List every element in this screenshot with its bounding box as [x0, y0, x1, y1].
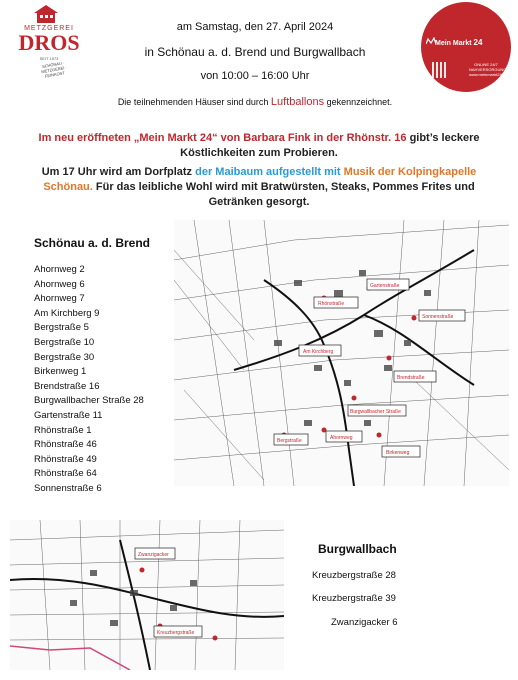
street-item: Rhönstraße 46: [34, 439, 97, 451]
street-item: Sonnenstraße 6: [34, 482, 102, 494]
market-paragraph-text: Im neu eröffneten „Mein Markt 24“ von Barbara Fink in der Rhönstr. 16: [38, 132, 410, 144]
schoenau-title: Schönau a. d. Brend: [34, 236, 151, 250]
street-item: Rhönstraße 64: [34, 468, 97, 480]
street-item: Burgwallbacher Straße 28: [34, 395, 144, 407]
map-label-zwanzigacker: Zwanzigacker: [138, 552, 169, 558]
schoenau-street-list: [34, 263, 144, 497]
logo-tagline: SCHÖNAU · METZGEREI · FEINKOST: [40, 60, 68, 79]
burgwallbach-street-3: Zwanzigacker 6: [331, 617, 398, 628]
street-item: Bergstraße 5: [34, 322, 89, 334]
logo-name: DROS: [18, 30, 80, 55]
street-item: Bergstraße 30: [34, 351, 95, 363]
map-label-brendstrasse: Brendstraße: [397, 375, 425, 381]
street-item: Birkenweg 1: [34, 366, 87, 378]
street-item: Rhönstraße 1: [34, 424, 92, 436]
street-item: Rhönstraße 49: [34, 453, 97, 465]
qr-code-icon: [432, 62, 448, 78]
metzgerei-dros-logo: [10, 4, 88, 90]
house-icon: [32, 4, 60, 24]
balloon-note-pre: Die teilnehmenden Häuser sind durch: [117, 97, 271, 107]
burgwallbach-title: Burgwallbach: [318, 542, 397, 556]
maibaum-a: Um 17 Uhr wird am Dorfplatz: [41, 166, 196, 178]
street-item: Gartenstraße 11: [34, 409, 103, 421]
burgwallbach-map: [10, 520, 284, 670]
burgwallbach-street-1: Kreuzbergstraße 28: [312, 570, 396, 581]
map-label-ahornweg: Ahornweg: [330, 435, 353, 441]
logo-small-text: METZGEREI: [24, 25, 74, 32]
map-label-birkenweg: Birkenweg: [386, 450, 410, 456]
balloon-note-post: gekennzeichnet.: [324, 97, 393, 107]
street-item: Brendstraße 16: [34, 380, 100, 392]
street-item: Ahornweg 7: [34, 293, 85, 305]
badge-brand-number: 24: [473, 38, 483, 47]
street-item: Ahornweg 2: [34, 264, 85, 275]
logo-since: SEIT 1973: [39, 56, 59, 61]
badge-brand-name: Mein Markt: [435, 40, 472, 47]
maibaum-c: Musik der Kolpingkapelle Schönau.: [43, 166, 477, 193]
map-label-rhoenstrasse: Rhönstraße: [318, 301, 345, 307]
burgwallbach-street-2: Kreuzbergstraße 39: [312, 593, 396, 604]
event-date: am Samstag, den 27. April 2024: [176, 21, 334, 33]
map-label-sonnenstrasse: Sonnenstraße: [422, 314, 454, 320]
map-label-am-kirchberg: Am Kirchberg: [303, 349, 334, 355]
map-label-bergstrasse: Bergstraße: [277, 438, 302, 444]
street-item: Am Kirchberg 9: [34, 307, 100, 319]
maibaum-d: Für das leibliche Wohl wird mit Bratwürsten, Steaks, Pommes Frites und Getränken gesorgt.: [92, 181, 475, 208]
event-time: von 10:00 – 16:00 Uhr: [200, 70, 310, 82]
market-paragraph: [20, 131, 498, 161]
badge-online-text: ONLINE 24/7 NAHVERSORGUNG www.meinmarkt24.de: [469, 62, 508, 77]
street-item: Bergstraße 10: [34, 336, 95, 348]
event-location: in Schönau a. d. Brend und Burgwallbach: [144, 45, 366, 59]
balloon-word: Luftballons: [270, 96, 325, 108]
maibaum-paragraph: [20, 165, 498, 210]
map-label-gartenstrasse: Gartenstraße: [370, 283, 400, 289]
street-item: Ahornweg 6: [34, 278, 85, 290]
mein-markt-24-badge: [421, 2, 511, 92]
market-paragraph-tail: gibt’s leckere Köstlichkeiten zum Probieren.: [180, 132, 480, 159]
maibaum-b: der Maibaum aufgestellt mit: [195, 166, 344, 178]
map-label-kreuzbergstrasse: Kreuzbergstraße: [157, 630, 195, 636]
schoenau-map: [174, 220, 509, 486]
badge-brand: [435, 38, 499, 47]
map-label-burgwallbacher-strasse: Burgwallbacher Straße: [350, 409, 401, 415]
balloon-note: [60, 96, 450, 108]
